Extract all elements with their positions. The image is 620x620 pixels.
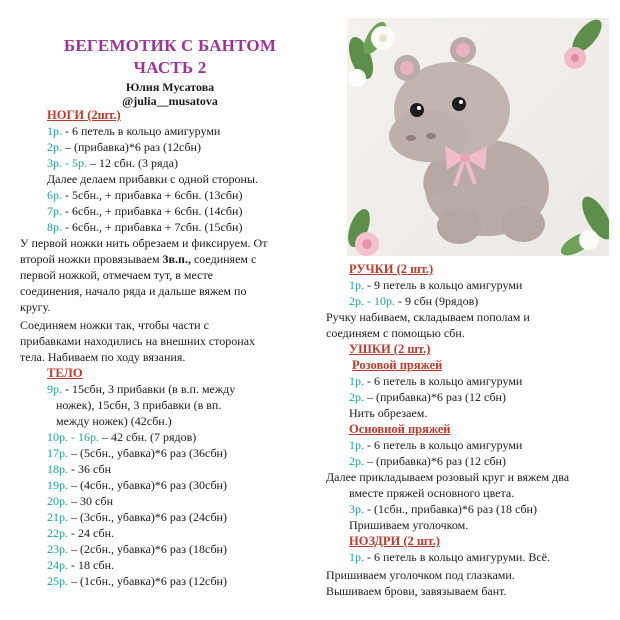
body-row-18 <box>47 462 111 477</box>
body-row-19 <box>47 478 227 493</box>
row-number: 1р. <box>47 124 62 138</box>
row-number: 18р. <box>47 462 68 476</box>
row-number: 2р. <box>47 140 62 154</box>
row-text: – (прибавка)*6 раз (12 сбн) <box>364 454 506 468</box>
author-name: Юлия Мусатова <box>125 80 215 94</box>
author-handle: @julia__musatova <box>122 94 218 108</box>
body-row-10-16 <box>47 430 196 445</box>
row-number: 17р. <box>47 446 68 460</box>
row-number: 19р. <box>47 478 68 492</box>
row-text: – 12 сбн. (3 ряда) <box>87 156 178 170</box>
body-row-23 <box>47 542 227 557</box>
row-text: - 6сбн., + прибавка + 6сбн. (14сбн) <box>62 204 243 218</box>
row-number: 1р. <box>349 438 364 452</box>
row-number: 25р. <box>47 574 68 588</box>
legs-heading: НОГИ (2шт.) <box>47 108 121 122</box>
body-row-24 <box>47 558 114 573</box>
legs-paragraph-line: кругу. <box>20 300 51 314</box>
row-text: – (2сбн., убавка)*6 раз (18сбн) <box>68 542 227 556</box>
body-row-20 <box>47 494 113 509</box>
body-row-25 <box>47 574 227 589</box>
row-text: – (3сбн., убавка)*6 раз (24сбн) <box>68 510 227 524</box>
row-text: – (1сбн., убавка)*6 раз (12сбн) <box>68 574 227 588</box>
legs-row-2 <box>47 140 201 155</box>
row-text: - 9 сбн (9рядов) <box>395 294 479 308</box>
row-number: 22р. <box>47 526 68 540</box>
legs-note: Далее делаем прибавки с одной стороны. <box>47 172 258 186</box>
legs-row-3-5 <box>47 156 178 171</box>
ears-cut-note: Нить обрезаем. <box>349 406 428 420</box>
row-number: 1р. <box>349 550 364 564</box>
nostrils-note: Пришиваем уголочком под глазками. <box>326 568 515 582</box>
row-text: - 6 петель в кольцо амигуруми <box>364 374 523 388</box>
row-text: - 36 сбн <box>68 462 111 476</box>
row-text: - 18 сбн. <box>68 558 114 572</box>
legs-paragraph-line: Соединяем ножки так, чтобы части с <box>20 318 209 332</box>
row-number: 20р. <box>47 494 68 508</box>
arms-note: соединяем с помощью сбн. <box>326 326 465 340</box>
legs-row-7 <box>47 204 242 219</box>
nostrils-heading: НОЗДРИ (2 шт.) <box>349 534 440 548</box>
row-number: 6р. <box>47 188 62 202</box>
row-text: - 9 петель в кольцо амигуруми <box>364 278 523 292</box>
ears-pink-row-1 <box>349 374 522 389</box>
legs-row-1 <box>47 124 220 139</box>
hippo-toy-photo <box>347 18 609 256</box>
ears-heading: УШКИ (2 шт.) <box>349 342 431 356</box>
row-text: - 6 петель в кольцо амигуруми <box>62 124 221 138</box>
legs-paragraph-line: тела. Набиваем по ходу вязания. <box>20 350 186 364</box>
legs-paragraph-line: У первой ножки нить обрезаем и фиксируем. От <box>20 236 268 250</box>
row-text: - 24 сбн. <box>68 526 114 540</box>
row-number: 1р. <box>349 278 364 292</box>
row-text: – 30 сбн <box>68 494 113 508</box>
row-number: 21р. <box>47 510 68 524</box>
ears-pink-row-2 <box>349 390 506 405</box>
legs-row-6 <box>47 188 242 203</box>
chain-count: 3в.п., <box>162 252 191 266</box>
body-heading: ТЕЛО <box>47 366 83 380</box>
row-number: 2р. <box>349 390 364 404</box>
legs-paragraph-line: первой ножкой, отмечаем тут, в месте <box>20 268 214 282</box>
row-number: 2р. <box>349 454 364 468</box>
nostrils-note: Вышиваем брови, завязываем бант. <box>326 584 507 598</box>
ears-main-heading: Основной пряжей <box>349 422 451 436</box>
legs-paragraph-line: второй ножки провязываем 3в.п., соединяем с <box>20 252 257 266</box>
row-number: 9р. <box>47 382 62 396</box>
nostrils-row-1 <box>349 550 550 565</box>
row-text: - 5сбн., + прибавка + 6сбн. (13сбн) <box>62 188 243 202</box>
body-row-17 <box>47 446 227 461</box>
body-row-21 <box>47 510 227 525</box>
ears-note: Далее прикладываем розовый круг и вяжем два <box>326 470 570 484</box>
legs-paragraph-line: соединения, начало ряда и дальше вяжем по <box>20 284 247 298</box>
pattern-title: БЕГЕМОТИК С БАНТОМ <box>63 36 277 55</box>
row-text: - 6 петель в кольцо амигуруми. Всё. <box>364 550 551 564</box>
ears-sew-note: Пришиваем уголочком. <box>349 518 469 532</box>
row-text: - 15сбн, 3 прибавки (в в.п. между <box>62 382 236 396</box>
row-text: – 42 сбн. (7 рядов) <box>99 430 197 444</box>
row-number: 2р. - 10р. <box>349 294 395 308</box>
row-number: 8р. <box>47 220 62 234</box>
ears-row-3 <box>349 502 537 517</box>
row-text: - 6 петель в кольцо амигуруми <box>364 438 523 452</box>
arms-row-2-10 <box>349 294 478 309</box>
row-number: 23р. <box>47 542 68 556</box>
body-row-9 <box>47 382 235 397</box>
hippo-icon <box>389 37 549 244</box>
row-text: – (прибавка)*6 раз (12 сбн) <box>364 390 506 404</box>
row-number: 3р. <box>349 502 364 516</box>
row-number: 1р. <box>349 374 364 388</box>
legs-paragraph-line: прибавками находились на внешних сторонах <box>20 334 256 348</box>
hippo-toy-illustration <box>347 18 609 256</box>
body-row-22 <box>47 526 114 541</box>
arms-row-1 <box>349 278 522 293</box>
row-number: 3р. - 5р. <box>47 156 87 170</box>
arms-note: Ручку набиваем, складываем пополам и <box>326 310 530 324</box>
row-text: – (4сбн., убавка)*6 раз (30сбн) <box>68 478 227 492</box>
row-text: – (прибавка)*6 раз (12сбн) <box>62 140 201 154</box>
body-row-9-cont: ножек), 15сбн, 3 прибавки (в вп. <box>56 398 222 412</box>
pattern-part: ЧАСТЬ 2 <box>133 58 207 77</box>
row-text: - (1сбн., прибавка)*6 раз (18 сбн) <box>364 502 537 516</box>
ears-note: вместе пряжей основного цвета. <box>349 486 515 500</box>
row-number: 24р. <box>47 558 68 572</box>
row-number: 7р. <box>47 204 62 218</box>
row-text: - 6сбн., + прибавка + 7сбн. (15сбн) <box>62 220 243 234</box>
legs-row-8 <box>47 220 242 235</box>
ears-pink-heading: Розовой пряжей <box>352 358 443 372</box>
ears-main-row-2 <box>349 454 506 469</box>
body-row-9-cont: между ножек) (42сбн.) <box>56 414 172 428</box>
ears-main-row-1 <box>349 438 522 453</box>
arms-heading: РУЧКИ (2 шт.) <box>349 262 434 276</box>
row-text: – (5сбн., убавка)*6 раз (36сбн) <box>68 446 227 460</box>
row-number: 10р. - 16р. <box>47 430 99 444</box>
